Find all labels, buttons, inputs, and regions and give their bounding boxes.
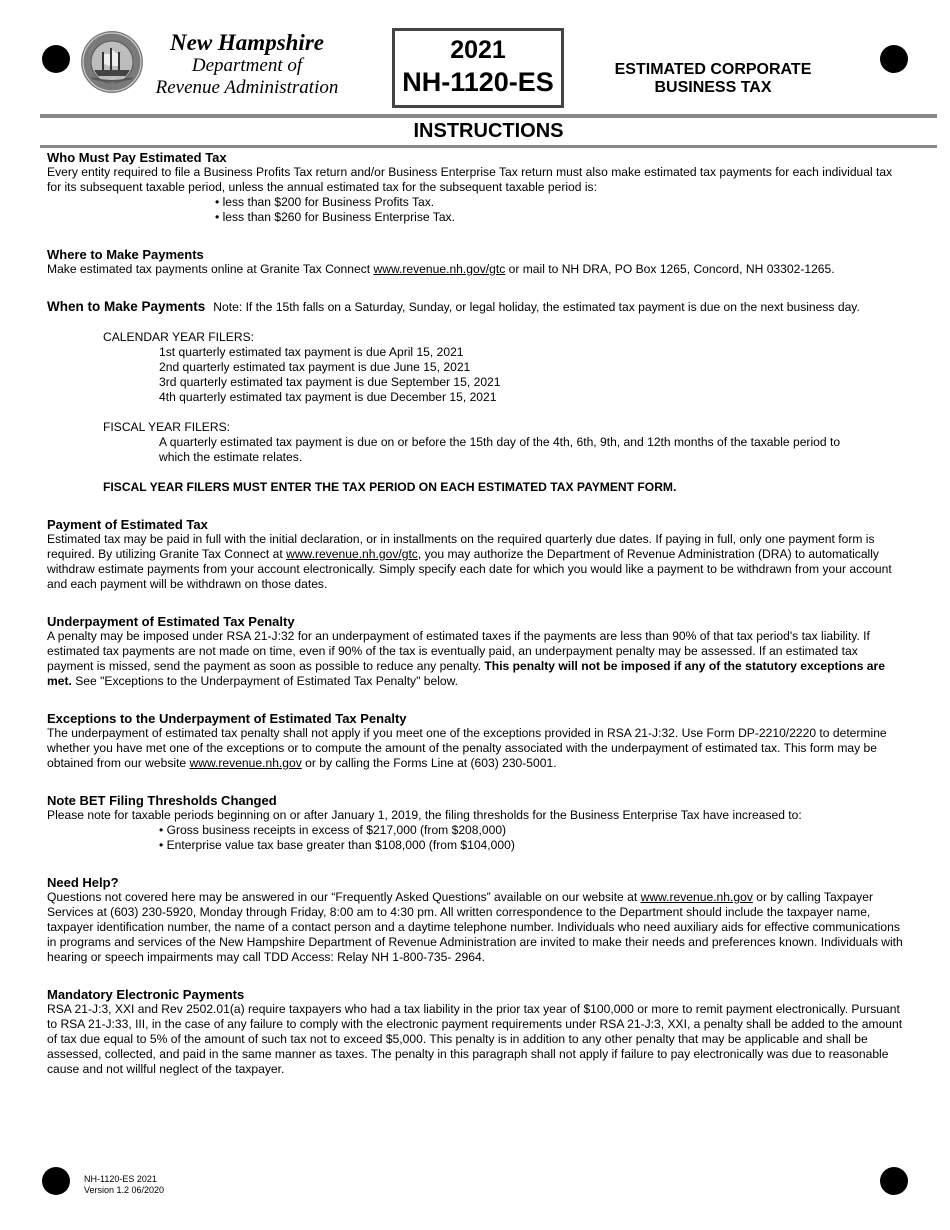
list-item: 2nd quarterly estimated tax payment is due June 15, 2021 [159, 360, 471, 374]
gtc-link[interactable]: www.revenue.nh.gov/gtc [286, 547, 418, 561]
agency-line-3: Revenue Administration [155, 77, 339, 98]
section-text: RSA 21-J:3, XXI and Rev 2502.01(a) require taxpayers who had a tax liability in the prior tax year of $100,000 or more to remit payment electronically. Pursuant to RSA 21-J:33, III, in the case of any failure to comply with the electronic payment requirements under RSA 21-J:3, XXI, a penalty shall be added to the amount of tax due equal to 5% of the amount of such tax not to exceed $5,000. This penalty is in addition to any other penalty that may be applicable and shall be assessed, collected, and paid in the same manner as taxes. The penalty in this paragraph shall not apply if failure to pay electronically was due to reasonable cause and not willful neglect of the taxpayer. [47, 1002, 903, 1076]
section-exceptions [47, 711, 907, 771]
instructions-title: INSTRUCTIONS [413, 120, 564, 142]
registration-mark-top-left [42, 45, 70, 73]
bullet-item: • less than $260 for Business Enterprise Tax. [215, 210, 455, 224]
page-footer [84, 1174, 164, 1196]
bullet-item: • Enterprise value tax base greater than $108,000 (from $104,000) [159, 838, 515, 852]
section-when-to-pay [47, 299, 907, 495]
registration-mark-bottom-right [880, 1167, 908, 1195]
section-note: Note: If the 15th falls on a Saturday, Sunday, or legal holiday, the estimated tax payment is due on the next business day. [213, 300, 860, 314]
registration-mark-top-right [880, 45, 908, 73]
form-number: NH-1120-ES [402, 67, 554, 97]
agency-line-1: New Hampshire [170, 30, 324, 55]
bullet-item: • less than $200 for Business Profits Tax. [215, 195, 435, 209]
form-title-line-2: BUSINESS TAX [654, 79, 772, 96]
form-id-box [392, 28, 564, 108]
section-text: Every entity required to file a Business Profits Tax return and/or Business Enterprise Tax return must also make estimated tax payments for each individual tax for its subsequent taxable period, unless the annual estimated tax for the subsequent taxable period is: [47, 165, 893, 194]
section-mandatory-electronic [47, 987, 907, 1077]
fiscal-notice: FISCAL YEAR FILERS MUST ENTER THE TAX PERIOD ON EACH ESTIMATED TAX PAYMENT FORM. [103, 480, 677, 494]
bullet-item: • Gross business receipts in excess of $217,000 (from $208,000) [159, 823, 507, 837]
gtc-link[interactable]: www.revenue.nh.gov/gtc [373, 262, 506, 276]
agency-name [142, 30, 352, 99]
section-text: Questions not covered here may be answered in our “Frequently Asked Questions” available on our website at www.revenue.nh.gov or by calling Taxpayer Services at (603) 230-5920, Monday through Friday, 8:00 am to 4:30 pm. All written correspondence to the Department should include the taxpayer name, taxpayer identification number, the name of a contact person and a daytime telephone number. Individuals who need auxiliary aids for effective communications in programs and services of the New Hampshire Department of Revenue Administration are invited to make their needs and preferences known. Individuals with hearing or speech impairments may call TDD Access: Relay NH 1-800-735- 2964. [47, 890, 903, 964]
header-divider-top [40, 114, 937, 118]
list-item: 4th quarterly estimated tax payment is due December 15, 2021 [159, 390, 497, 404]
form-year: 2021 [450, 36, 506, 64]
instructions-body [47, 150, 907, 1093]
section-text: Estimated tax may be paid in full with the initial declaration, or in installments on the required quarterly due dates. If paying in full, only one payment form is required. By utilizing Granite Tax Connect at www.revenue.nh.gov/gtc, you may authorize the Department of Revenue Administration (DRA) to automatically withdraw estimate payments from your account electronically. Simply specify each date for which you would like a payment to be withdrawn from your account and each payment will be withdrawn on those dates. [47, 532, 892, 591]
fiscal-text: A quarterly estimated tax payment is due on or before the 15th day of the 4th, 6th, 9th, and 12th months of the taxable period to which the estimate relates. [159, 435, 841, 464]
section-help [47, 875, 907, 965]
list-item: 3rd quarterly estimated tax payment is due September 15, 2021 [159, 375, 501, 389]
section-heading: Exceptions to the Underpayment of Estimated Tax Penalty [47, 711, 407, 726]
section-heading: Need Help? [47, 875, 119, 890]
section-heading: Who Must Pay Estimated Tax [47, 150, 227, 165]
agency-line-2: Department of [191, 55, 303, 76]
list-item: 1st quarterly estimated tax payment is due April 15, 2021 [159, 345, 464, 359]
revenue-link[interactable]: www.revenue.nh.gov [640, 890, 753, 904]
registration-mark-bottom-left [42, 1167, 70, 1195]
fiscal-label: FISCAL YEAR FILERS: [103, 420, 231, 434]
section-bet-note [47, 793, 907, 853]
form-title [595, 61, 831, 97]
footer-version: Version 1.2 06/2020 [84, 1185, 165, 1195]
header-divider-bottom [40, 145, 937, 148]
section-heading: Where to Make Payments [47, 247, 204, 262]
state-seal-icon [80, 30, 144, 94]
section-text: A penalty may be imposed under RSA 21-J:32 for an underpayment of estimated taxes if the payments are less than 90% of that tax period's tax liability. If estimated tax payments are not made on time, even if 90% of the tax is eventually paid, an underpayment penalty may be assessed. If an estimated tax payment is missed, send the payment as soon as possible to reduce any penalty. This penalty will not be imposed if any of the statutory exceptions are met. See "Exceptions to the Underpayment of Estimated Tax Penalty" below. [47, 629, 885, 688]
section-heading: When to Make Payments Note: If the 15th falls on a Saturday, Sunday, or legal holiday, the estimated tax payment is due on the next business day. [47, 299, 860, 314]
section-heading: Underpayment of Estimated Tax Penalty [47, 614, 295, 629]
section-who-must-pay [47, 150, 907, 225]
section-heading: Payment of Estimated Tax [47, 517, 208, 532]
calendar-label: CALENDAR YEAR FILERS: [103, 330, 254, 344]
section-text: Please note for taxable periods beginning on or after January 1, 2019, the filing thresholds for the Business Enterprise Tax have increased to: [47, 808, 802, 822]
section-where-to-pay [47, 247, 907, 277]
section-heading: Note BET Filing Thresholds Changed [47, 793, 277, 808]
form-title-line-1: ESTIMATED CORPORATE [614, 61, 812, 78]
revenue-link[interactable]: www.revenue.nh.gov [189, 756, 302, 770]
section-text: Make estimated tax payments online at Granite Tax Connect www.revenue.nh.gov/gtc or mail to NH DRA, PO Box 1265, Concord, NH 03302-1265. [47, 262, 835, 276]
section-underpayment [47, 614, 907, 689]
section-heading: Mandatory Electronic Payments [47, 987, 245, 1002]
section-payment [47, 517, 907, 592]
section-text: The underpayment of estimated tax penalty shall not apply if you meet one of the exceptions provided in RSA 21-J:32. Use Form DP-2210/2220 to determine whether you have met one of the exceptions or to compute the amount of the penalty associated with the underpayment of estimated tax. This form may be obtained from our website www.revenue.nh.gov or by calling the Forms Line at (603) 230-5001. [47, 726, 887, 770]
footer-form-id: NH-1120-ES 2021 [84, 1174, 157, 1184]
